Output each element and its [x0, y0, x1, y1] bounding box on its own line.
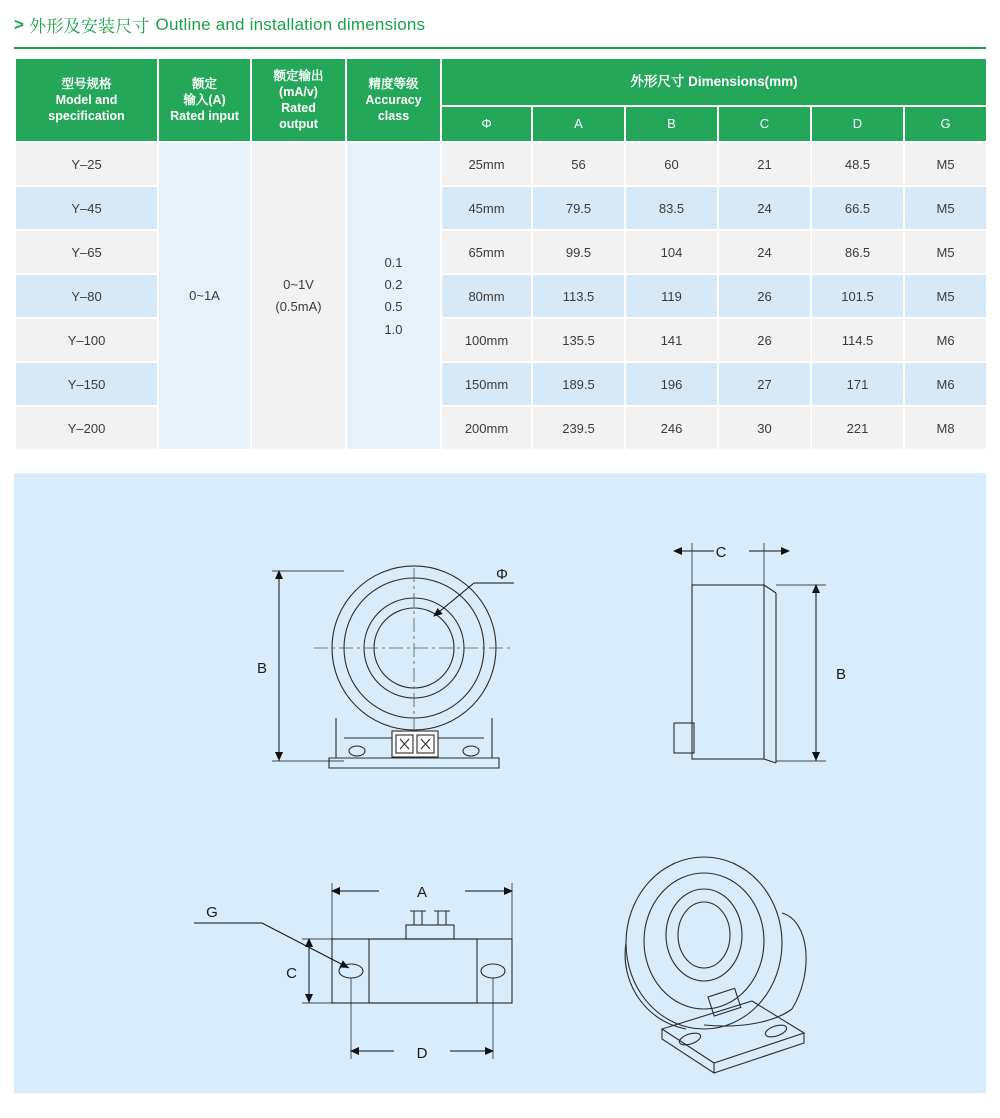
label-d-bottom: D — [416, 1045, 428, 1063]
spec-table-wrapper — [14, 57, 986, 451]
cell-a: 113.5 — [532, 274, 625, 318]
header-model — [15, 58, 158, 142]
cell-model: Y–65 — [15, 230, 158, 274]
cell-g: M5 — [904, 186, 987, 230]
cell-b: 119 — [625, 274, 718, 318]
cell-model: Y–25 — [15, 142, 158, 186]
header-rated-input-cn: 额定 — [191, 76, 217, 91]
cell-c: 30 — [718, 406, 811, 450]
cell-a: 56 — [532, 142, 625, 186]
cell-d: 66.5 — [811, 186, 904, 230]
spec-table — [14, 57, 988, 451]
cell-b: 246 — [625, 406, 718, 450]
rated-output-value-1: 0~1V — [283, 277, 314, 293]
cell-c: 21 — [718, 142, 811, 186]
heading-title-cn: 外形及安装尺寸 — [29, 17, 150, 36]
cell-model: Y–100 — [15, 318, 158, 362]
header-dimensions-group: 外形尺寸 Dimensions(mm) — [441, 58, 987, 106]
accuracy-value-3: 1.0 — [384, 321, 403, 337]
cell-rated-output-merged — [251, 142, 346, 450]
rated-output-value-2: (0.5mA) — [275, 299, 322, 315]
header-rated-output-cn: 额定输出 — [273, 68, 324, 83]
cell-phi: 200mm — [441, 406, 532, 450]
accuracy-value-2: 0.5 — [384, 299, 403, 315]
cell-b: 83.5 — [625, 186, 718, 230]
isometric-view — [625, 857, 806, 1073]
cell-b: 196 — [625, 362, 718, 406]
cell-accuracy-merged — [346, 142, 441, 450]
header-accuracy-en1: Accuracy — [365, 93, 422, 108]
cell-c: 26 — [718, 318, 811, 362]
cell-model: Y–45 — [15, 186, 158, 230]
drawing-panel — [14, 473, 986, 1093]
cell-phi: 65mm — [441, 230, 532, 274]
header-dim-a: A — [532, 106, 625, 143]
table-row — [15, 142, 987, 186]
cell-a: 239.5 — [532, 406, 625, 450]
header-dim-phi: Φ — [441, 106, 532, 143]
cell-d: 221 — [811, 406, 904, 450]
header-dim-b: B — [625, 106, 718, 143]
header-accuracy-en2: class — [377, 109, 410, 124]
bottom-view — [194, 883, 512, 1059]
cell-phi: 150mm — [441, 362, 532, 406]
front-view — [272, 566, 514, 768]
cell-d: 48.5 — [811, 142, 904, 186]
header-rated-input-cn2: 输入(A) — [183, 93, 226, 108]
cell-d: 171 — [811, 362, 904, 406]
side-view — [674, 543, 826, 763]
label-c-side: C — [715, 544, 727, 562]
header-accuracy — [346, 58, 441, 142]
cell-d: 86.5 — [811, 230, 904, 274]
cell-c: 27 — [718, 362, 811, 406]
header-rated-output — [251, 58, 346, 142]
section-heading — [0, 0, 1000, 47]
heading-arrow-icon: > — [14, 14, 25, 34]
cell-a: 79.5 — [532, 186, 625, 230]
table-header-row-1 — [15, 58, 987, 106]
cell-a: 135.5 — [532, 318, 625, 362]
header-rated-output-en1: Rated — [281, 101, 316, 116]
label-a-bottom: A — [416, 884, 428, 902]
cell-b: 60 — [625, 142, 718, 186]
cell-g: M6 — [904, 318, 987, 362]
header-dim-g: G — [904, 106, 987, 143]
cell-model: Y–200 — [15, 406, 158, 450]
cell-c: 24 — [718, 230, 811, 274]
header-rated-output-unit: (mA/v) — [279, 84, 318, 99]
label-c-bottom: C — [286, 965, 297, 983]
heading-divider — [14, 47, 986, 49]
cell-c: 26 — [718, 274, 811, 318]
cell-g: M5 — [904, 142, 987, 186]
label-phi: Φ — [496, 566, 508, 584]
header-rated-input-en: Rated input — [170, 109, 239, 124]
header-model-cn: 型号规格 — [61, 76, 112, 91]
cell-c: 24 — [718, 186, 811, 230]
label-b-side: B — [836, 666, 847, 684]
cell-g: M5 — [904, 230, 987, 274]
accuracy-value-1: 0.2 — [384, 277, 403, 293]
cell-a: 189.5 — [532, 362, 625, 406]
cell-phi: 45mm — [441, 186, 532, 230]
label-g-bottom: G — [206, 904, 218, 922]
cell-model: Y–150 — [15, 362, 158, 406]
cell-model: Y–80 — [15, 274, 158, 318]
cell-d: 114.5 — [811, 318, 904, 362]
header-model-en1: Model and — [55, 93, 118, 108]
cell-phi: 100mm — [441, 318, 532, 362]
cell-a: 99.5 — [532, 230, 625, 274]
cell-g: M8 — [904, 406, 987, 450]
cell-g: M5 — [904, 274, 987, 318]
header-model-en2: specification — [48, 109, 125, 124]
header-dim-d: D — [811, 106, 904, 143]
cell-rated-input-merged — [158, 142, 251, 450]
cell-phi: 80mm — [441, 274, 532, 318]
header-dim-c: C — [718, 106, 811, 143]
cell-phi: 25mm — [441, 142, 532, 186]
heading-title-en: Outline and installation dimensions — [155, 14, 426, 34]
cell-b: 104 — [625, 230, 718, 274]
technical-drawings-svg — [14, 473, 986, 1093]
header-rated-output-en2: output — [279, 117, 318, 132]
cell-g: M6 — [904, 362, 987, 406]
rated-input-value: 0~1A — [189, 288, 220, 304]
header-accuracy-cn: 精度等级 — [368, 76, 419, 91]
cell-d: 101.5 — [811, 274, 904, 318]
accuracy-value-0: 0.1 — [384, 255, 403, 271]
header-rated-input — [158, 58, 251, 142]
cell-b: 141 — [625, 318, 718, 362]
label-b-front: B — [256, 660, 267, 678]
